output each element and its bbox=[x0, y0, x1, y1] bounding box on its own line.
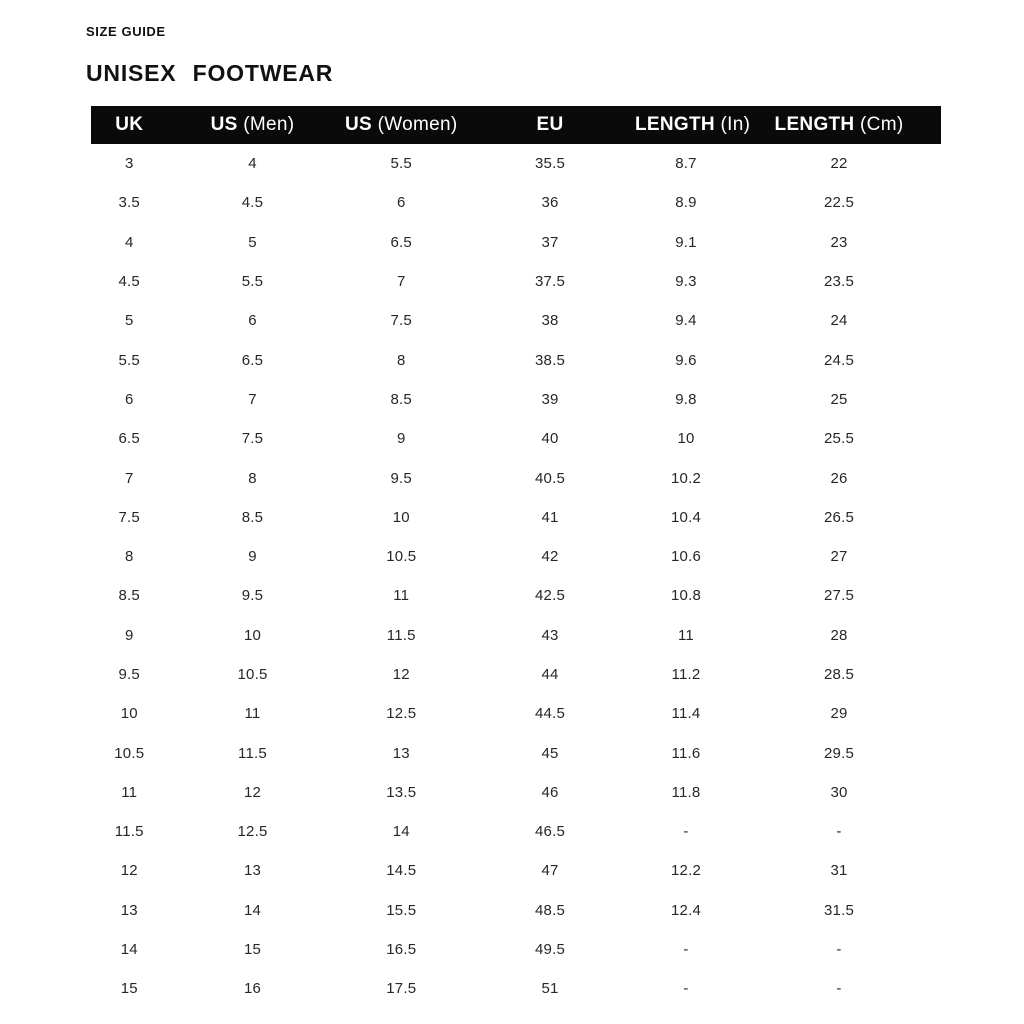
table-cell: 9.4 bbox=[675, 312, 697, 330]
table-cell: 8.5 bbox=[118, 587, 140, 605]
table-cell: 27.5 bbox=[824, 587, 854, 605]
table-cell: 11 bbox=[244, 705, 261, 723]
size-guide-label: SIZE GUIDE bbox=[86, 24, 166, 39]
table-cell: 6 bbox=[396, 194, 406, 212]
table-cell: 8.7 bbox=[675, 155, 697, 173]
table-row bbox=[91, 812, 941, 851]
table-cell: 9.6 bbox=[675, 351, 697, 369]
table-cell: 11.5 bbox=[238, 744, 267, 762]
table-cell: 10.2 bbox=[671, 469, 701, 487]
table-cell: 40 bbox=[541, 430, 559, 448]
table-cell: 6 bbox=[124, 390, 134, 408]
column-header-bold: LENGTH bbox=[635, 114, 715, 135]
table-row bbox=[91, 851, 941, 890]
table-cell: 5.5 bbox=[241, 273, 264, 291]
table-cell: 25.5 bbox=[824, 430, 854, 448]
table-cell: 12.4 bbox=[671, 901, 701, 919]
table-cell: 7 bbox=[248, 390, 257, 408]
table-cell: 11 bbox=[393, 587, 410, 605]
table-cell: 4 bbox=[124, 233, 134, 251]
table-cell: 47 bbox=[541, 862, 559, 880]
column-header-length-cm bbox=[737, 106, 941, 144]
table-cell: 44 bbox=[541, 666, 559, 683]
column-header-length-in bbox=[635, 106, 751, 144]
table-cell: 11.5 bbox=[114, 823, 144, 841]
header-row bbox=[91, 106, 941, 144]
table-cell: 27 bbox=[830, 548, 848, 566]
table-cell: 44.5 bbox=[535, 705, 565, 723]
size-table-header bbox=[91, 106, 941, 144]
size-table-body bbox=[91, 144, 941, 1009]
table-row bbox=[91, 262, 941, 301]
table-cell: 14 bbox=[120, 941, 138, 959]
table-cell: 12 bbox=[243, 783, 262, 801]
table-cell: 8.9 bbox=[675, 194, 697, 212]
table-cell: 4.5 bbox=[241, 194, 264, 212]
table-cell: 14.5 bbox=[386, 862, 417, 880]
table-cell: 6.5 bbox=[241, 351, 264, 369]
table-cell: 5.5 bbox=[390, 155, 412, 173]
table-cell: 10.5 bbox=[386, 548, 417, 566]
table-row bbox=[91, 773, 941, 812]
table-cell: 11.6 bbox=[671, 744, 701, 762]
table-row bbox=[91, 537, 941, 576]
table-cell: 11.4 bbox=[671, 705, 701, 723]
table-cell: 3.5 bbox=[118, 194, 140, 212]
table-cell: - bbox=[683, 823, 689, 841]
table-row bbox=[91, 458, 941, 497]
table-cell: 8 bbox=[124, 548, 134, 566]
table-cell: 24 bbox=[830, 312, 848, 330]
table-cell: 9.5 bbox=[118, 666, 140, 683]
column-header-us-men bbox=[168, 106, 338, 144]
table-cell: 31.5 bbox=[824, 901, 854, 919]
table-cell: 49.5 bbox=[535, 941, 565, 959]
table-cell: 14 bbox=[243, 901, 262, 919]
table-cell: 13 bbox=[243, 862, 262, 880]
table-cell: 51 bbox=[541, 980, 559, 998]
column-header-uk bbox=[91, 106, 168, 144]
table-cell: 10 bbox=[243, 626, 262, 644]
table-cell: 12.5 bbox=[386, 705, 417, 723]
table-cell: 24.5 bbox=[824, 351, 854, 369]
table-cell: 25 bbox=[830, 390, 848, 408]
column-header-bold: US bbox=[210, 114, 238, 135]
table-cell: 10.5 bbox=[114, 744, 145, 762]
table-cell: 5.5 bbox=[118, 351, 140, 369]
table-cell: 15.5 bbox=[386, 901, 417, 919]
table-cell: 6 bbox=[248, 312, 257, 330]
table-cell: 10.5 bbox=[237, 666, 268, 683]
table-cell: 16 bbox=[243, 980, 262, 998]
table-cell: 22 bbox=[830, 155, 848, 173]
column-header-light: (In) bbox=[720, 114, 751, 135]
table-cell: 12 bbox=[392, 666, 410, 683]
table-cell: 6.5 bbox=[390, 233, 412, 251]
table-cell: 43 bbox=[541, 626, 559, 644]
table-cell: 26.5 bbox=[824, 508, 854, 526]
table-cell: 22.5 bbox=[824, 194, 854, 212]
column-header-us-women bbox=[338, 106, 466, 144]
column-header-bold: EU bbox=[536, 114, 564, 135]
table-cell: 12 bbox=[120, 862, 138, 880]
table-row bbox=[91, 144, 941, 183]
table-cell: 12.2 bbox=[671, 862, 701, 880]
table-cell: 42.5 bbox=[535, 587, 565, 605]
table-cell: 4 bbox=[248, 155, 257, 173]
table-cell: 14 bbox=[392, 823, 410, 841]
table-row bbox=[91, 576, 941, 615]
table-cell: 3 bbox=[124, 155, 134, 173]
page-title: UNISEX FOOTWEAR bbox=[86, 60, 334, 86]
table-cell: 5 bbox=[248, 233, 257, 251]
table-row bbox=[91, 930, 941, 969]
table-cell: 41 bbox=[541, 508, 559, 526]
table-row bbox=[91, 616, 941, 655]
table-cell: 9.5 bbox=[241, 587, 264, 605]
table-cell: 35.5 bbox=[535, 155, 565, 173]
table-cell: 13.5 bbox=[386, 783, 417, 801]
column-header-bold: UK bbox=[115, 114, 144, 135]
table-row bbox=[91, 301, 941, 340]
column-header-light: (Women) bbox=[377, 114, 458, 135]
size-table bbox=[91, 106, 941, 1009]
table-row bbox=[91, 419, 941, 458]
table-cell: 5 bbox=[124, 312, 134, 330]
table-cell: 10 bbox=[677, 430, 695, 448]
column-header-eu bbox=[465, 106, 635, 144]
table-cell: 40.5 bbox=[535, 469, 565, 487]
table-cell: 9.8 bbox=[675, 390, 697, 408]
table-cell: 37 bbox=[541, 233, 559, 251]
table-cell: 37.5 bbox=[535, 273, 565, 291]
table-cell: 7 bbox=[396, 273, 406, 291]
table-cell: 6.5 bbox=[118, 430, 140, 448]
table-cell: 16.5 bbox=[386, 941, 417, 959]
table-cell: 11 bbox=[678, 626, 694, 644]
table-cell: 8 bbox=[396, 351, 406, 369]
table-cell: 15 bbox=[243, 941, 262, 959]
table-cell: 9 bbox=[396, 430, 406, 448]
column-header-light: (Cm) bbox=[860, 114, 904, 135]
table-cell: 15 bbox=[120, 980, 138, 998]
column-header-light: (Men) bbox=[243, 114, 295, 135]
table-cell: 26 bbox=[830, 469, 848, 487]
table-cell: 48.5 bbox=[535, 901, 565, 919]
table-cell: 9.5 bbox=[390, 469, 412, 487]
table-row bbox=[91, 969, 941, 1008]
table-cell: 23 bbox=[830, 233, 848, 251]
table-cell: 23.5 bbox=[824, 273, 854, 291]
table-cell: 13 bbox=[120, 901, 138, 919]
table-cell: 30 bbox=[830, 783, 848, 801]
table-cell: 10.6 bbox=[671, 548, 701, 566]
table-cell: 45 bbox=[541, 744, 559, 762]
table-cell: - bbox=[683, 980, 689, 998]
table-cell: 8.5 bbox=[241, 508, 264, 526]
table-row bbox=[91, 223, 941, 262]
table-cell: 46 bbox=[541, 783, 559, 801]
table-cell: 7.5 bbox=[118, 508, 140, 526]
table-cell: 28.5 bbox=[824, 666, 854, 683]
table-cell: 10 bbox=[120, 705, 138, 723]
table-cell: 11.8 bbox=[671, 783, 701, 801]
table-cell: 4.5 bbox=[118, 273, 140, 291]
table-cell: - bbox=[836, 941, 842, 959]
table-cell: 29.5 bbox=[824, 744, 854, 762]
table-row bbox=[91, 380, 941, 419]
column-header-bold: LENGTH bbox=[774, 114, 855, 135]
table-cell: 17.5 bbox=[386, 980, 417, 998]
table-cell: 8.5 bbox=[390, 390, 412, 408]
table-cell: - bbox=[836, 823, 842, 841]
table-cell: 38.5 bbox=[535, 351, 565, 369]
table-cell: 9.1 bbox=[675, 233, 697, 251]
table-cell: 10 bbox=[392, 508, 410, 526]
table-cell: 28 bbox=[830, 626, 848, 644]
table-cell: 7 bbox=[124, 469, 134, 487]
table-cell: 42 bbox=[541, 548, 559, 566]
table-cell: 38 bbox=[541, 312, 559, 330]
table-cell: 11 bbox=[121, 783, 138, 801]
table-cell: 39 bbox=[541, 390, 559, 408]
table-row bbox=[91, 733, 941, 772]
table-cell: 13 bbox=[392, 744, 410, 762]
column-header-bold: US bbox=[345, 114, 373, 135]
table-cell: 29 bbox=[830, 705, 848, 723]
table-cell: 7.5 bbox=[241, 430, 264, 448]
table-cell: 36 bbox=[541, 194, 559, 212]
table-cell: 11.5 bbox=[386, 626, 416, 644]
table-cell: 31 bbox=[830, 862, 848, 880]
table-row bbox=[91, 694, 941, 733]
table-cell: 9 bbox=[248, 548, 257, 566]
table-row bbox=[91, 655, 941, 694]
table-cell: 10.4 bbox=[671, 508, 701, 526]
table-cell: 11.2 bbox=[671, 666, 701, 683]
table-cell: 9 bbox=[124, 626, 134, 644]
table-cell: 9.3 bbox=[675, 273, 697, 291]
table-row bbox=[91, 183, 941, 222]
table-row bbox=[91, 498, 941, 537]
table-row bbox=[91, 340, 941, 379]
table-cell: 7.5 bbox=[390, 312, 412, 330]
table-cell: 12.5 bbox=[237, 823, 268, 841]
table-row bbox=[91, 891, 941, 930]
table-cell: - bbox=[683, 941, 689, 959]
table-cell: 8 bbox=[248, 469, 257, 487]
table-cell: - bbox=[836, 980, 842, 998]
table-cell: 10.8 bbox=[671, 587, 701, 605]
table-cell: 46.5 bbox=[535, 823, 565, 841]
